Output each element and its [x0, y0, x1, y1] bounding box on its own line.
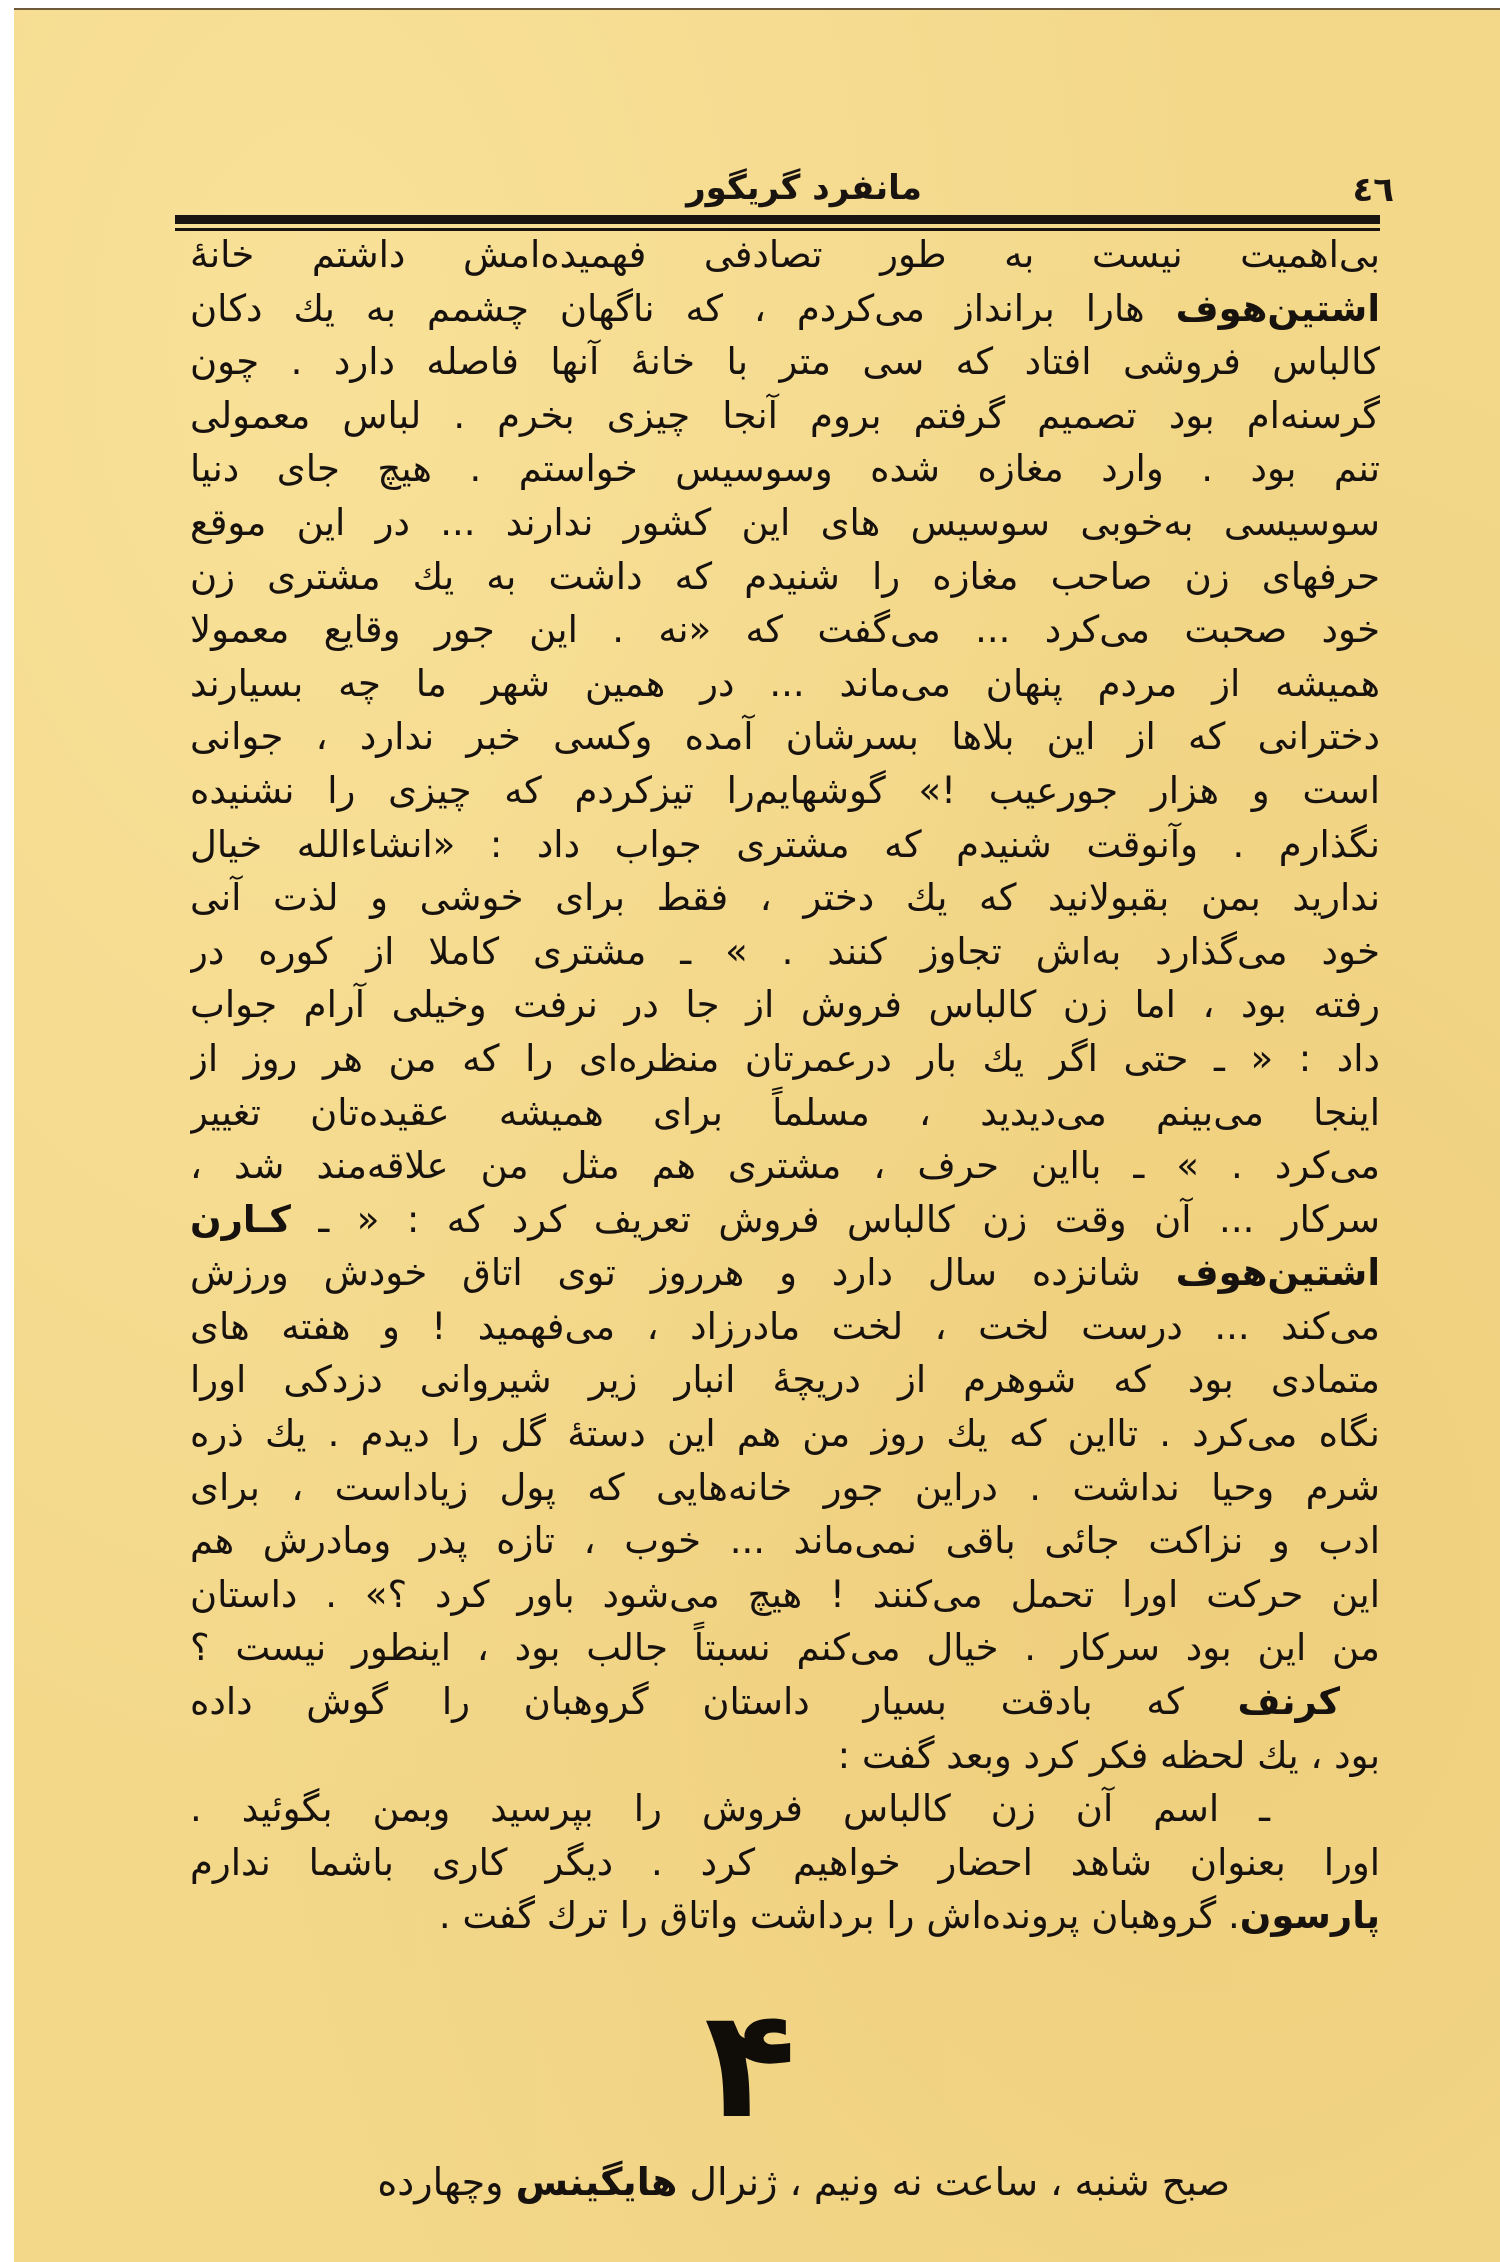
line-text: شرم وحیا نداشت . دراین جور خانه‌هایی که پول زیاداست ، برای	[190, 1465, 1380, 1509]
line-text: متمادی بود که شوهرم از دریچهٔ انبار زیر شیروانی دزدکی اورا	[190, 1358, 1380, 1402]
chapter-heading-bold-name: هایگینس	[515, 2160, 678, 2204]
text-line	[190, 1461, 1380, 1515]
line-text: داد : « ـ حتی اگر یك بار درعمرتان منظره‌ای را که من هر روز از	[190, 1036, 1380, 1080]
page-number: ٤٦	[1352, 170, 1394, 210]
text-line	[190, 1675, 1380, 1729]
line-text: خود صحبت می‌کرد ... می‌گفت که «نه . این جور وقایع معمولا	[190, 608, 1380, 652]
running-title: مانفرد گریگور	[686, 168, 922, 208]
line-text: این حرکت اورا تحمل می‌کنند ! هیچ می‌شود باور کرد ؟» . داستان	[190, 1572, 1380, 1616]
header-rule-thick	[175, 215, 1380, 224]
line-text: بود ، یك لحظه فکر کرد وبعد گفت :	[837, 1733, 1380, 1777]
line-text: ندارید بمن بقبولانید که یك دختر ، فقط برای خوشی و لذت آنی	[190, 876, 1380, 920]
chapter-number: ۴	[704, 1978, 796, 2152]
line-text: می‌کند ... درست لخت ، لخت مادرزاد ، می‌فهمید ! و هفته های	[190, 1304, 1380, 1348]
text-line	[190, 764, 1380, 818]
line-text: نگذارم . وآنوقت شنیدم که مشتری جواب داد : «انشاءالله خیال	[190, 822, 1380, 866]
line-text: ـ اسم آن زن کالباس فروش را بپرسید وبمن بگوئید .	[190, 1787, 1270, 1831]
line-text: هارا برانداز می‌کردم ، که ناگهان چشمم به یك دکان	[190, 286, 1176, 330]
text-line	[190, 1193, 1380, 1247]
chapter-heading-suffix: وچهارده	[377, 2160, 516, 2204]
line-text: کالباس فروشی افتاد که سی متر با خانهٔ آنها فاصله دارد . چون	[190, 340, 1380, 384]
line-text: شانزده سال دارد و هرروز توی اتاق خودش ورزش	[190, 1251, 1176, 1295]
text-line	[190, 1621, 1380, 1675]
text-line	[190, 1353, 1380, 1407]
bold-name: کرنف	[1237, 1680, 1340, 1724]
line-text: دخترانی که از این بلاها بسرشان آمده وکسی خبر ندارد ، جوانی	[190, 715, 1380, 759]
line-text: ادب و نزاکت جائی باقی نمی‌ماند ... خوب ، تازه پدر ومادرش هم	[190, 1519, 1380, 1563]
line-text: اینجا می‌بینم می‌دیدید ، مسلماً برای همیشه عقیده‌تان تغییر	[190, 1090, 1380, 1134]
text-line	[190, 978, 1380, 1032]
bold-name: اشتین‌هوف	[1175, 1251, 1380, 1295]
line-text: می‌کرد . » ـ بااین حرف ، مشتری هم مثل من علاقه‌مند شد ،	[190, 1144, 1380, 1188]
text-line	[190, 925, 1380, 979]
bold-name: پارسون	[1239, 1894, 1380, 1938]
text-line	[190, 1300, 1380, 1354]
text-line	[190, 1139, 1380, 1193]
text-line	[190, 1782, 1380, 1836]
text-line	[190, 1836, 1380, 1890]
text-line	[190, 1729, 1380, 1783]
text-line	[190, 228, 1380, 282]
text-line	[190, 1246, 1380, 1300]
line-text: گرسنه‌ام بود تصمیم گرفتم بروم آنجا چیزی بخرم . لباس معمولی	[190, 393, 1380, 437]
line-text: تنم بود . وارد مغازه شده وسوسیس خواستم . هیچ جای دنیا	[190, 447, 1380, 491]
line-text: که بادقت بسیار داستان گروهبان را گوش داده	[190, 1680, 1238, 1724]
line-text: خود می‌گذارد به‌اش تجاوز کنند . » ـ مشتری کاملا از کوره در	[190, 929, 1380, 973]
line-text: همیشه از مردم پنهان می‌ماند ... در همین شهر ما چه بسیارند	[190, 661, 1380, 705]
line-text: سرکار ... آن وقت زن کالباس فروش تعریف کرد که : « ـ	[290, 1197, 1380, 1241]
chapter-heading	[190, 2160, 1230, 2204]
text-line	[190, 282, 1380, 336]
line-text: اورا بعنوان شاهد احضار خواهیم کرد . دیگر کاری باشما ندارم	[190, 1840, 1380, 1884]
text-line	[190, 603, 1380, 657]
text-line	[190, 335, 1380, 389]
text-line	[190, 710, 1380, 764]
text-line	[190, 871, 1380, 925]
line-text: نگاه می‌کرد . تااین که یك روز من هم این دستهٔ گل را دیدم . یك ذره	[190, 1412, 1380, 1456]
body-text	[190, 228, 1380, 1943]
text-line	[190, 657, 1380, 711]
text-line	[190, 1032, 1380, 1086]
text-line	[190, 818, 1380, 872]
bold-name: اشتین‌هوف	[1175, 286, 1380, 330]
text-line	[190, 389, 1380, 443]
text-line	[190, 1568, 1380, 1622]
line-text: سوسیسی به‌خوبی سوسیس های این کشور ندارند ... در این موقع	[190, 500, 1380, 544]
text-line	[190, 1407, 1380, 1461]
text-line	[190, 1889, 1380, 1943]
line-text: بی‌اهمیت نیست به طور تصادفی فهمیده‌امش داشتم خانهٔ	[190, 233, 1380, 276]
text-line	[190, 496, 1380, 550]
text-line	[190, 550, 1380, 604]
line-text: است و هزار جورعیب !» گوشهایم‌را تیزکردم که چیزی را نشنیده	[190, 768, 1380, 812]
text-line	[190, 442, 1380, 496]
bold-name: کـارن	[190, 1197, 291, 1241]
line-text: . گروهبان پرونده‌اش را برداشت واتاق را ترك گفت .	[438, 1894, 1240, 1938]
chapter-heading-prefix: صبح شنبه ، ساعت نه ونیم ، ژنرال	[677, 2160, 1230, 2204]
text-line	[190, 1086, 1380, 1140]
line-text: رفته بود ، اما زن کالباس فروش از جا در نرفت وخیلی آرام جواب	[190, 983, 1380, 1027]
line-text: من این بود سرکار . خیال می‌کنم نسبتاً جالب بود ، اینطور نیست ؟	[190, 1626, 1380, 1670]
text-line	[190, 1514, 1380, 1568]
line-text: حرفهای زن صاحب مغازه را شنیدم که داشت به یك مشتری زن	[190, 554, 1380, 598]
